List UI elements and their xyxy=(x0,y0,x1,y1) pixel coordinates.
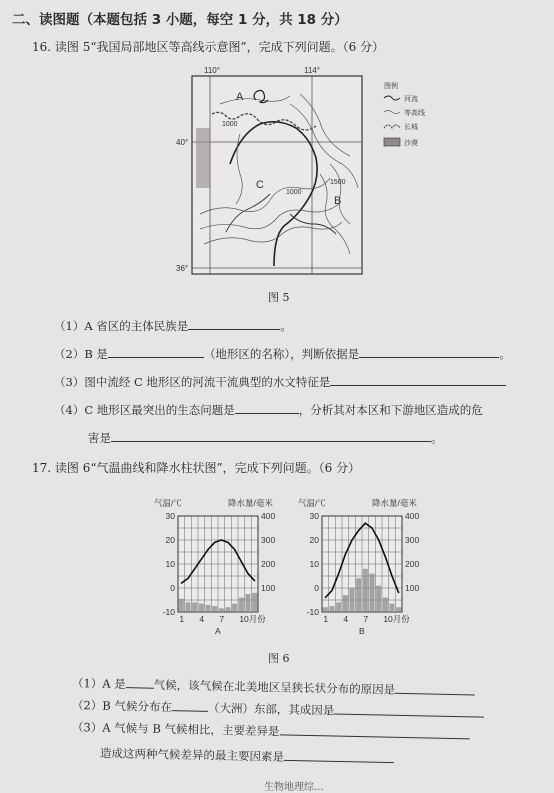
precip-bar-5 xyxy=(349,588,354,612)
q16-item-2: （2）B 是 （地形区的名称），判断依据是 。 xyxy=(54,347,511,361)
temp-tick-label: 0 xyxy=(314,583,319,593)
legend-title: 图例 xyxy=(384,83,398,90)
contour-label-1500: 1500 xyxy=(330,179,346,186)
precip-tick-label: 400 xyxy=(261,511,276,521)
precip-tick-label: 200 xyxy=(261,559,276,569)
temp-point-12 xyxy=(254,580,255,581)
question-number: 16. xyxy=(32,40,52,54)
temp-point-4 xyxy=(201,559,202,560)
precip-bar-12 xyxy=(396,607,401,612)
month-tick-label: 1 xyxy=(179,614,185,624)
contour-label-1000b: 1000 xyxy=(286,189,302,196)
month-tick-label: 7 xyxy=(219,614,225,624)
temp-point-5 xyxy=(207,549,208,550)
precip-tick-label: 100 xyxy=(405,583,420,593)
legend-contour: 等高线 xyxy=(404,110,425,117)
precip-bar-7 xyxy=(363,569,368,612)
precip-tick-label: 100 xyxy=(261,583,276,593)
precip-bar-10 xyxy=(239,598,244,612)
temp-point-7 xyxy=(221,539,222,540)
temp-tick-label: -10 xyxy=(162,607,175,617)
figure-5-caption: 图 5 xyxy=(268,291,290,304)
temp-point-9 xyxy=(378,539,379,540)
question-text: 读图 5“我国局部地区等高线示意图”，完成下列问题。（6 分） xyxy=(54,40,385,54)
precip-bar-6 xyxy=(356,578,361,612)
q16-item-1: （1）A 省区的主体民族是 。 xyxy=(54,319,292,333)
month-tick-label: 4 xyxy=(343,614,349,624)
chart-letter: B xyxy=(359,626,365,636)
precip-tick-label: 200 xyxy=(405,559,420,569)
question-16-stem xyxy=(32,38,384,55)
answer-blank[interactable] xyxy=(395,683,475,696)
q17-item-3: （3）A 气候与 B 气候相比，主要差异是 xyxy=(72,719,470,743)
temp-point-3 xyxy=(338,573,339,574)
map-frame xyxy=(192,76,362,274)
precip-bar-9 xyxy=(232,604,237,612)
precip-axis-title: 降水量/毫米 xyxy=(372,498,417,508)
precip-bar-8 xyxy=(369,574,374,612)
temp-point-2 xyxy=(187,578,188,579)
precip-bar-4 xyxy=(199,604,204,612)
temp-axis-title: 气温/℃ xyxy=(154,498,182,508)
temp-tick-label: 10 xyxy=(309,559,319,569)
answer-blank[interactable] xyxy=(188,319,280,330)
legend-river-icon xyxy=(384,96,400,100)
precip-bar-6 xyxy=(212,606,217,612)
temp-point-6 xyxy=(214,542,215,543)
temp-tick-label: 30 xyxy=(165,511,175,521)
question-17-stem xyxy=(32,459,360,476)
precip-bar-12 xyxy=(252,593,257,612)
temp-point-6 xyxy=(358,530,359,531)
legend-wall-icon xyxy=(384,125,400,128)
answer-blank[interactable] xyxy=(279,724,469,739)
precip-tick-label: 300 xyxy=(261,535,276,545)
precip-bar-3 xyxy=(336,602,341,612)
page-footer: 生物地理综... xyxy=(264,782,324,793)
q16-item-4-line2: 害是 。 xyxy=(88,431,443,445)
legend-desert: 沙漠 xyxy=(404,140,418,147)
temp-tick-label: -10 xyxy=(306,607,319,617)
q17-item-2: （2）B 气候分布在 （大洲）东部，其成因是 xyxy=(72,697,485,722)
legend-desert-icon xyxy=(384,138,400,146)
contour-map xyxy=(170,64,460,280)
month-tick-label: 7 xyxy=(363,614,369,624)
temp-point-8 xyxy=(371,527,372,528)
temp-point-7 xyxy=(365,523,366,524)
region-a-label: A xyxy=(236,91,244,103)
q16-item-4: （4）C 地形区最突出的生态问题是 ，分析其对本区和下游地区造成的危 xyxy=(54,403,483,417)
precip-tick-label: 400 xyxy=(405,511,420,521)
q16-item-3: （3）图中流经 C 地形区的河流干流典型的水文特征是 xyxy=(54,374,506,390)
precip-bar-8 xyxy=(225,607,230,612)
temp-tick-label: 20 xyxy=(309,535,319,545)
answer-blank[interactable] xyxy=(330,375,506,386)
temp-axis-title: 气温/℃ xyxy=(298,498,326,508)
precip-bar-1 xyxy=(179,599,184,612)
desert-area xyxy=(196,128,210,188)
temp-point-2 xyxy=(331,590,332,591)
legend-river: 河流 xyxy=(404,96,418,103)
temp-point-9 xyxy=(234,549,235,550)
map-legend xyxy=(384,81,425,147)
precip-bar-2 xyxy=(185,602,190,612)
question-text: 读图 6“气温曲线和降水柱状图”，完成下列问题。（6 分） xyxy=(54,461,361,475)
temp-tick-label: 20 xyxy=(165,535,175,545)
section-heading: 二、读图题（本题包括 3 小题，每空 1 分，共 18 分） xyxy=(12,12,348,28)
lat-label-top: 40° xyxy=(176,138,189,147)
month-tick-label: 10月份 xyxy=(239,614,266,624)
question-number: 17. xyxy=(32,461,52,475)
q17-item-1: （1）A 是 气候，该气候在北美地区呈狭长状分布的原因是 xyxy=(72,675,476,699)
region-c-label: C xyxy=(256,179,264,191)
answer-blank[interactable] xyxy=(111,431,431,442)
lat-label-bottom: 36° xyxy=(176,264,189,273)
answer-blank[interactable] xyxy=(284,750,394,763)
chart-letter: A xyxy=(215,626,221,636)
precip-bar-11 xyxy=(245,594,250,612)
precip-bar-7 xyxy=(219,608,224,612)
temp-point-12 xyxy=(398,592,399,593)
month-tick-label: 1 xyxy=(323,614,329,624)
temp-point-10 xyxy=(385,556,386,557)
temp-point-4 xyxy=(345,554,346,555)
temp-tick-label: 10 xyxy=(165,559,175,569)
temp-tick-label: 0 xyxy=(170,583,175,593)
temp-point-1 xyxy=(325,597,326,598)
precip-bar-10 xyxy=(383,598,388,612)
precip-bar-2 xyxy=(329,606,334,612)
temp-point-10 xyxy=(241,561,242,562)
answer-blank[interactable] xyxy=(334,703,484,717)
precip-bar-1 xyxy=(323,607,328,612)
legend-contour-icon xyxy=(384,111,400,114)
precip-bar-3 xyxy=(192,602,197,612)
month-tick-label: 4 xyxy=(199,614,205,624)
temp-tick-label: 30 xyxy=(309,511,319,521)
precip-bar-9 xyxy=(376,586,381,612)
lon-label-right: 114° xyxy=(304,66,320,75)
answer-blank[interactable] xyxy=(108,347,204,358)
temp-point-3 xyxy=(194,568,195,569)
answer-blank[interactable] xyxy=(359,347,499,358)
figure-6-caption: 图 6 xyxy=(268,652,290,665)
precip-bar-11 xyxy=(389,604,394,612)
q17-item-4: 造成这两种气候差异的最主要因素是 xyxy=(100,745,394,767)
contour-label-1000: 1000 xyxy=(222,121,238,128)
precip-bar-5 xyxy=(205,605,210,612)
temp-point-11 xyxy=(247,573,248,574)
temp-point-8 xyxy=(227,542,228,543)
climate-charts xyxy=(140,494,430,644)
lon-label-left: 110° xyxy=(204,66,220,75)
temp-point-5 xyxy=(351,539,352,540)
precip-axis-title: 降水量/毫米 xyxy=(228,498,273,508)
month-tick-label: 10月份 xyxy=(383,614,410,624)
answer-blank[interactable] xyxy=(126,677,154,689)
precip-tick-label: 300 xyxy=(405,535,420,545)
answer-blank[interactable] xyxy=(172,700,208,712)
precip-bar-4 xyxy=(343,595,348,612)
legend-wall: 长城 xyxy=(404,124,418,131)
region-b-label: B xyxy=(334,195,342,207)
temp-point-11 xyxy=(391,575,392,576)
temp-point-1 xyxy=(181,583,182,584)
answer-blank[interactable] xyxy=(235,403,299,414)
